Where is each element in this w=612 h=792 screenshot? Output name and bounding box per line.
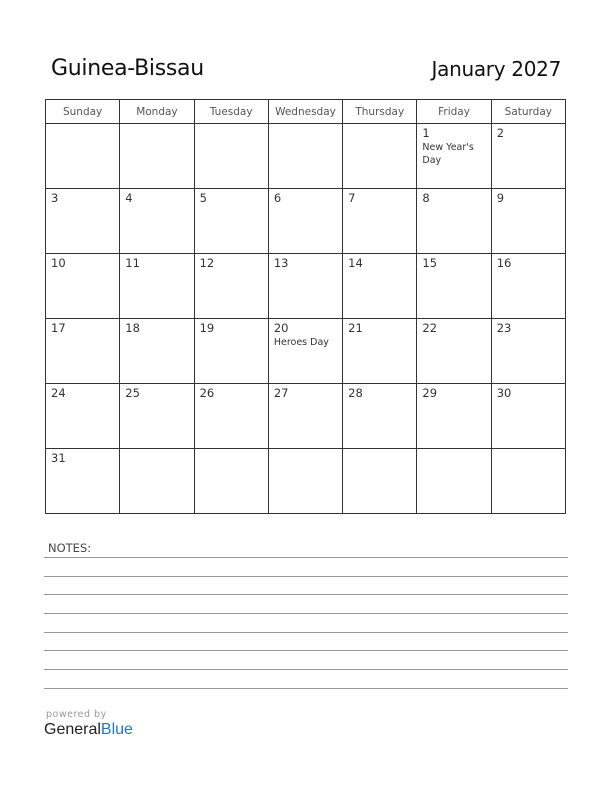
day-cell: [417, 189, 491, 254]
day-number: 9: [496, 191, 505, 205]
day-cell: [417, 319, 491, 384]
holiday-label: New Year's Day: [422, 142, 474, 166]
notes-label: NOTES:: [48, 541, 92, 555]
day-number: 4: [125, 191, 133, 205]
week-row: [46, 384, 566, 449]
calendar-grid: [45, 99, 566, 514]
week-row: [46, 124, 566, 189]
powered-by-text: powered by: [46, 709, 107, 720]
week-row: [46, 449, 566, 514]
day-cell: [268, 254, 342, 319]
day-number: 11: [125, 256, 140, 270]
day-cell: [46, 254, 120, 319]
day-cell: [491, 319, 565, 384]
day-cell: [194, 189, 268, 254]
day-cell: [194, 254, 268, 319]
day-cell: [194, 319, 268, 384]
day-cell: [343, 189, 417, 254]
weekday-header-row: [46, 100, 566, 124]
day-number: 18: [125, 321, 140, 335]
generalblue-logo: [44, 721, 133, 739]
note-line: [44, 650, 568, 651]
country-title: Guinea-Bissau: [51, 56, 204, 81]
day-number: 1: [422, 126, 430, 140]
day-cell: [268, 189, 342, 254]
day-number: 28: [348, 386, 363, 400]
day-cell: [120, 319, 194, 384]
day-number: 5: [199, 191, 207, 205]
note-line: [44, 688, 568, 689]
day-cell: [194, 124, 268, 189]
holiday-label: Heroes Day: [273, 337, 329, 348]
day-cell: [194, 449, 268, 514]
week-row: [46, 319, 566, 384]
day-cell: [120, 254, 194, 319]
day-cell: [417, 449, 491, 514]
day-number: 15: [422, 256, 438, 270]
note-line: [44, 576, 568, 577]
day-cell: [417, 384, 491, 449]
day-cell: [343, 319, 417, 384]
note-line: [44, 632, 568, 633]
day-number: 8: [422, 191, 430, 205]
day-number: 27: [273, 386, 289, 400]
day-cell: [120, 124, 194, 189]
day-cell: [491, 449, 565, 514]
day-number: 13: [273, 256, 289, 270]
day-number: 26: [199, 386, 215, 400]
day-number: 30: [496, 386, 512, 400]
day-cell: [120, 189, 194, 254]
day-cell: [417, 254, 491, 319]
week-row: [46, 189, 566, 254]
day-number: 17: [51, 321, 66, 335]
week-row: [46, 254, 566, 319]
day-cell: [343, 254, 417, 319]
weekday-header: Thursday: [343, 100, 417, 124]
day-number: 16: [496, 256, 512, 270]
day-number: 10: [51, 256, 66, 270]
brand-blue: Blue: [100, 721, 133, 738]
day-cell: [343, 449, 417, 514]
month-year-title: January 2027: [431, 57, 561, 81]
day-number: 22: [422, 321, 438, 335]
day-cell: [194, 384, 268, 449]
note-line: [44, 557, 568, 558]
note-line: [44, 669, 568, 670]
day-cell: [120, 449, 194, 514]
day-cell: [417, 124, 491, 189]
day-cell: [343, 384, 417, 449]
weekday-header: Monday: [120, 100, 194, 124]
day-number: 19: [199, 321, 215, 335]
day-number: 23: [496, 321, 512, 335]
day-cell: [491, 189, 565, 254]
day-cell: [46, 124, 120, 189]
day-number: 3: [51, 191, 59, 205]
weekday-header: Friday: [417, 100, 491, 124]
day-number: 20: [273, 321, 289, 335]
day-cell: [268, 384, 342, 449]
note-line: [44, 594, 568, 595]
day-cell: [268, 449, 342, 514]
day-number: 7: [348, 191, 356, 205]
day-number: 21: [348, 321, 363, 335]
day-cell: [343, 124, 417, 189]
day-number: 24: [51, 386, 66, 400]
day-cell: [120, 384, 194, 449]
weekday-header: Tuesday: [194, 100, 268, 124]
weekday-header: Saturday: [491, 100, 565, 124]
day-cell: [268, 124, 342, 189]
day-cell: [46, 449, 120, 514]
day-number: 6: [273, 191, 282, 205]
day-cell: [46, 384, 120, 449]
day-cell: [268, 319, 342, 384]
weekday-header: Wednesday: [268, 100, 342, 124]
day-number: 29: [422, 386, 438, 400]
weekday-header: Sunday: [46, 100, 120, 124]
day-cell: [46, 319, 120, 384]
note-line: [44, 613, 568, 614]
day-cell: [491, 384, 565, 449]
day-number: 14: [348, 256, 363, 270]
day-cell: [491, 124, 565, 189]
day-number: 12: [199, 256, 215, 270]
day-number: 2: [496, 126, 505, 140]
day-number: 25: [125, 386, 140, 400]
brand-general: General: [44, 721, 101, 738]
day-number: 31: [51, 451, 66, 465]
day-cell: [491, 254, 565, 319]
day-cell: [46, 189, 120, 254]
